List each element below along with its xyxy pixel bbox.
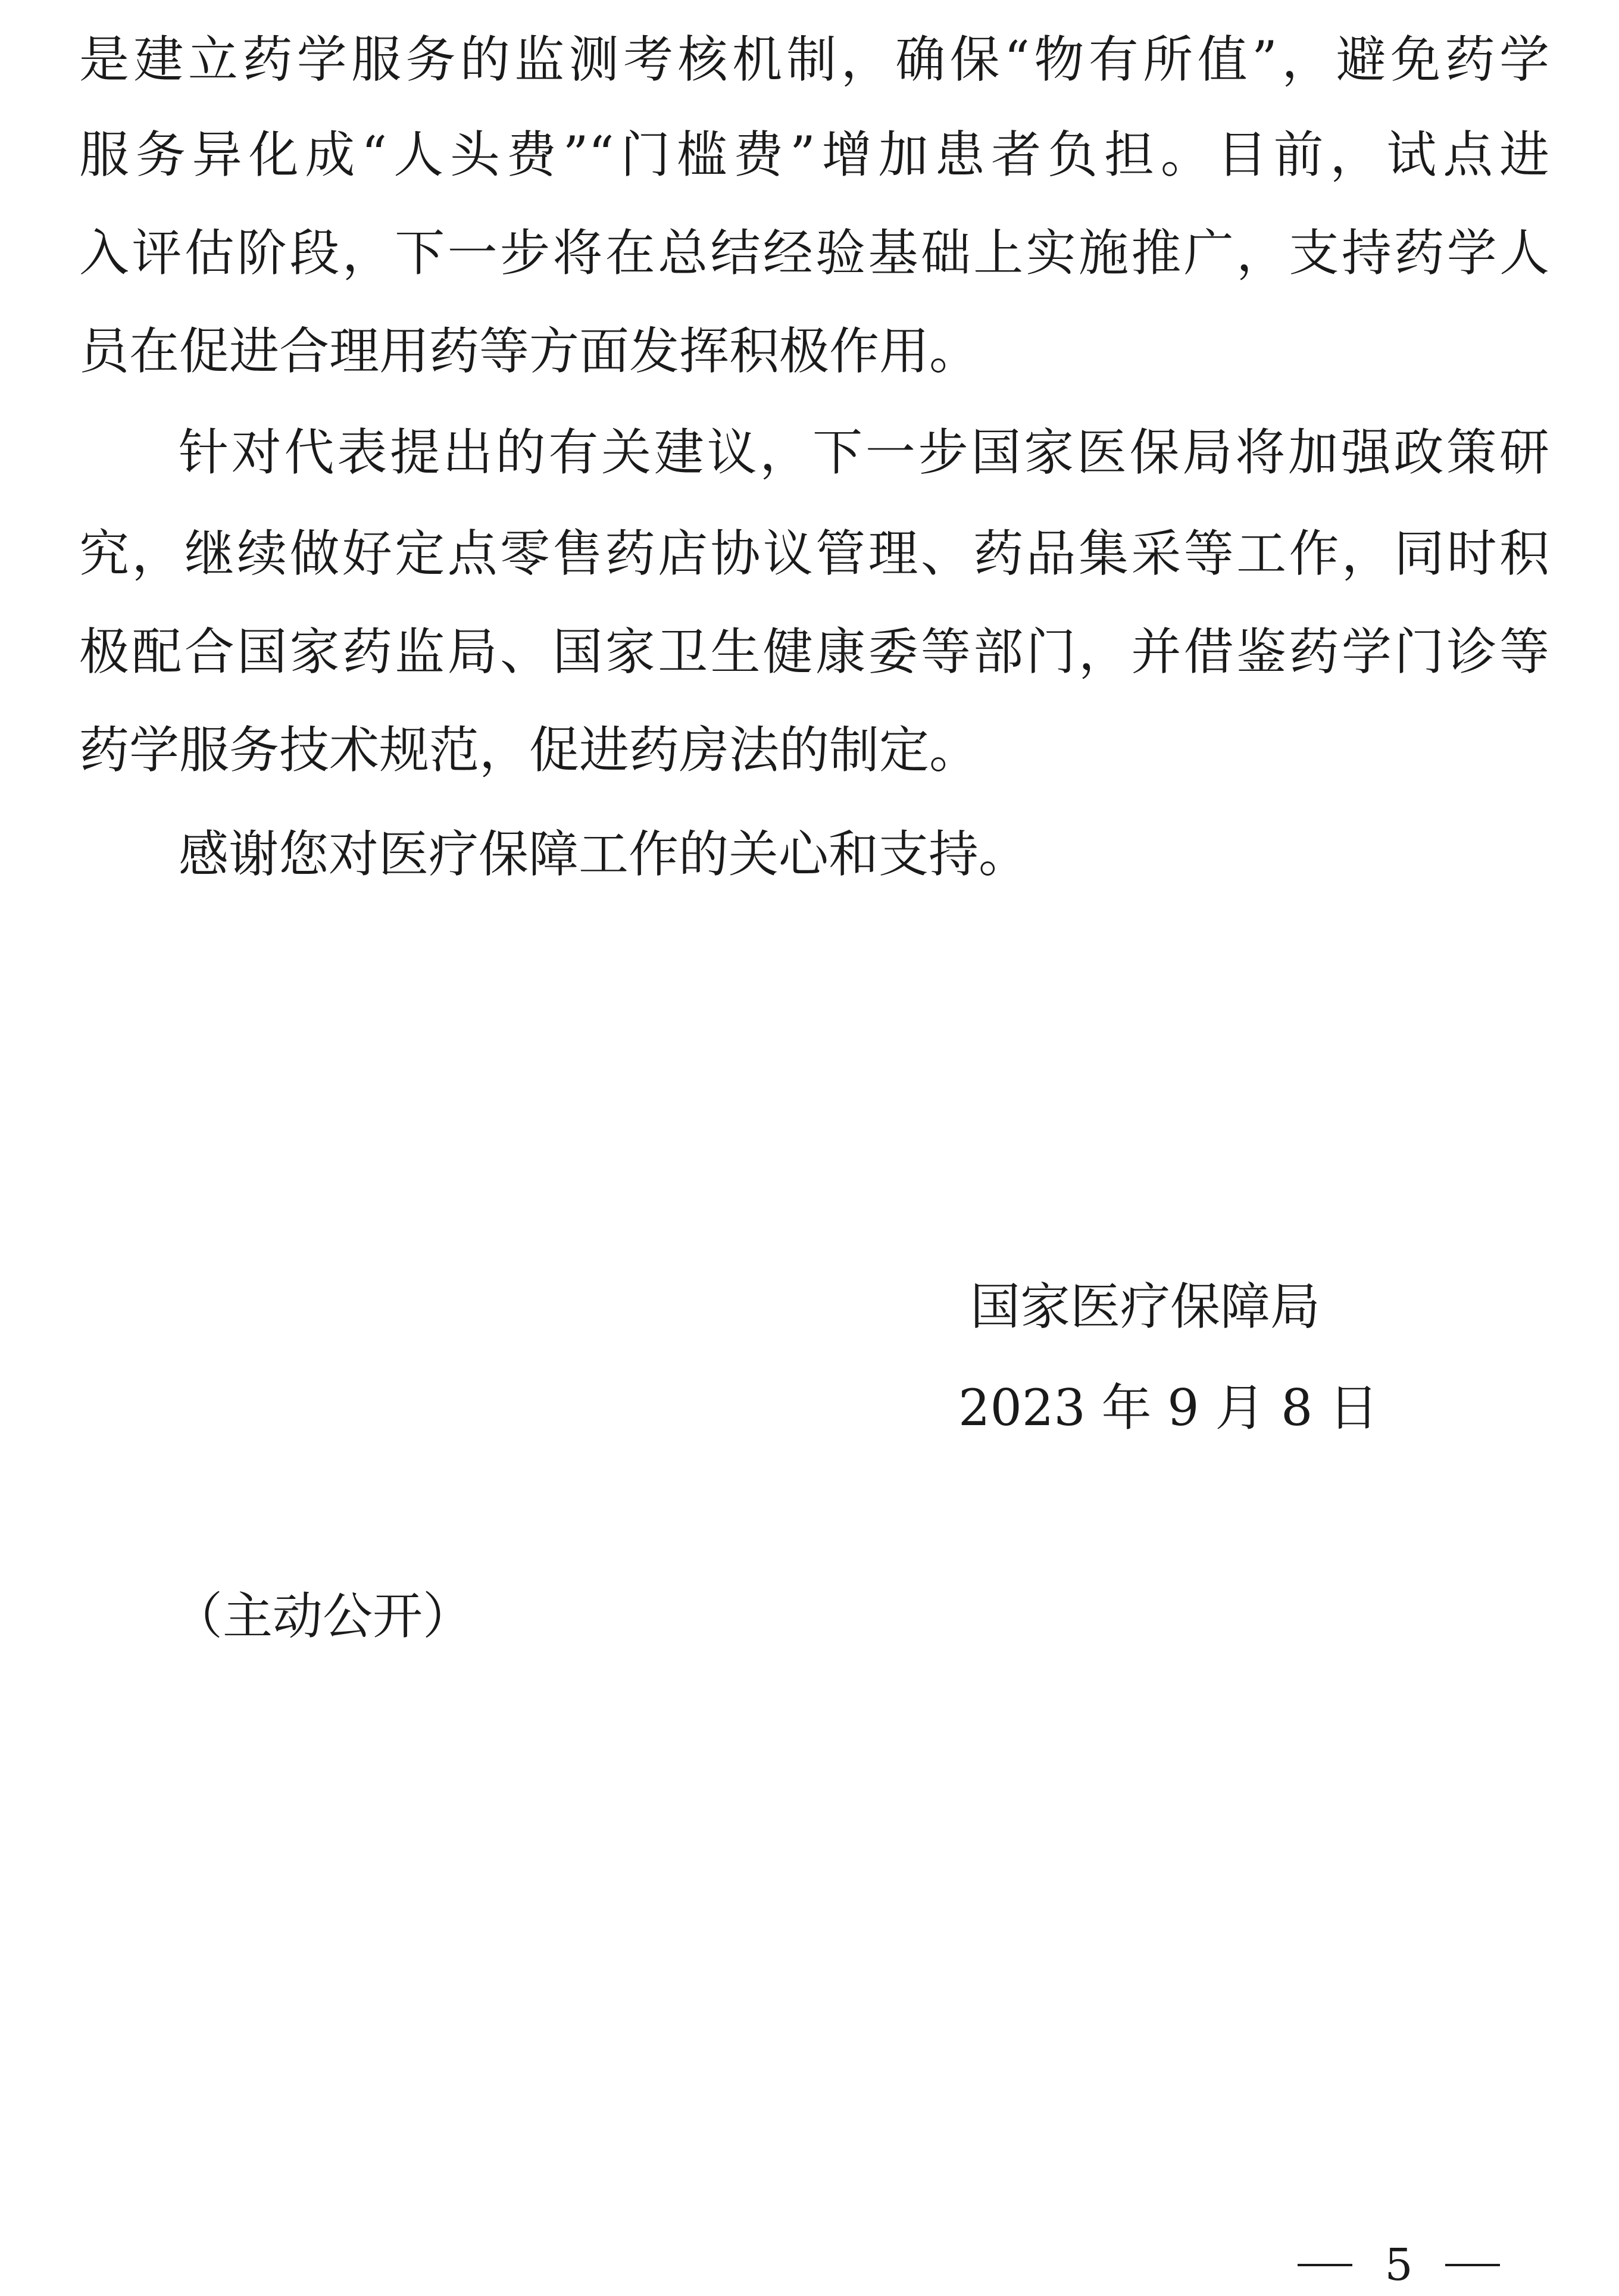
disclosure-note: （主动公开） bbox=[173, 1587, 473, 1645]
page-number: 5 bbox=[1384, 2239, 1413, 2291]
paragraph-1-line-1: 是建立药学服务的监测考核机制，确保“物有所值”，避免药学 bbox=[79, 30, 1549, 89]
signature-organization: 国家医疗保障局 bbox=[970, 1277, 1321, 1336]
paragraph-2-line-2: 究，继续做好定点零售药店协议管理、药品集采等工作，同时积 bbox=[79, 524, 1549, 583]
paragraph-2-line-3: 极配合国家药监局、国家卫生健康委等部门，并借鉴药学门诊等 bbox=[79, 623, 1549, 681]
paragraph-1-line-2: 服务异化成“人头费”“门槛费”增加患者负担。目前，试点进 bbox=[79, 126, 1549, 184]
paragraph-2-line-1: 针对代表提出的有关建议，下一步国家医保局将加强政策研 bbox=[179, 423, 1549, 482]
footer-right-dash bbox=[1445, 2264, 1500, 2266]
signature-date: 2023 年 9 月 8 日 bbox=[958, 1379, 1379, 1437]
paragraph-3-line-1: 感谢您对医疗保障工作的关心和支持。 bbox=[179, 825, 1029, 883]
paragraph-1-line-3: 入评估阶段，下一步将在总结经验基础上实施推广，支持药学人 bbox=[79, 224, 1549, 282]
page-footer bbox=[1298, 2238, 1500, 2292]
footer-left-dash bbox=[1298, 2264, 1352, 2266]
paragraph-1-line-4: 员在促进合理用药等方面发挥积极作用。 bbox=[79, 322, 980, 380]
paragraph-2-line-4: 药学服务技术规范，促进药房法的制定。 bbox=[79, 721, 980, 779]
